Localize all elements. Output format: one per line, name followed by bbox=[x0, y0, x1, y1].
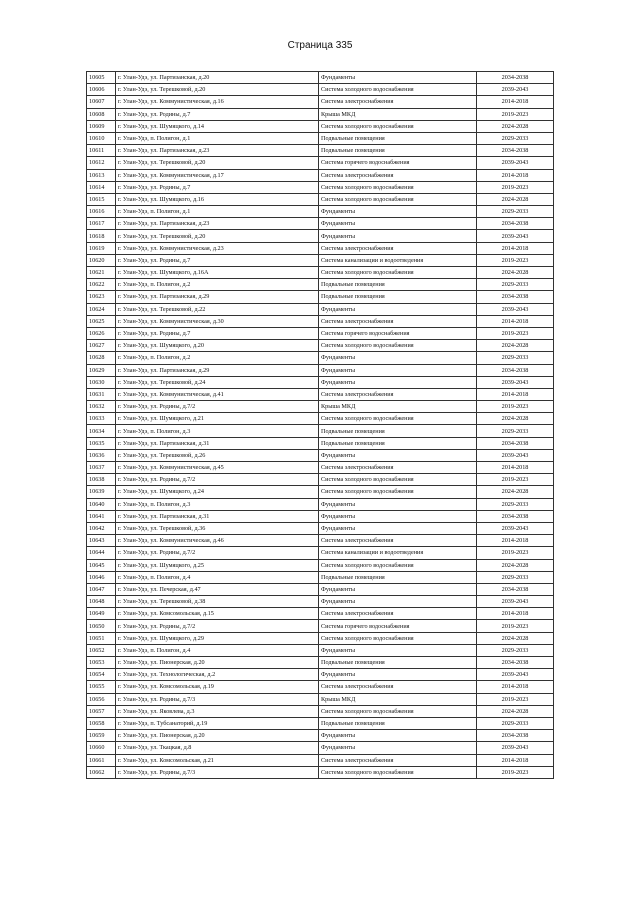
period-cell: 2019-2023 bbox=[477, 254, 554, 266]
row-number-cell: 10647 bbox=[87, 583, 116, 595]
period-cell: 2034-2038 bbox=[477, 291, 554, 303]
registry-table-body bbox=[87, 72, 554, 779]
table-row bbox=[87, 766, 554, 778]
table-row bbox=[87, 486, 554, 498]
table-row bbox=[87, 693, 554, 705]
address-cell: г. Улан-Удэ, ул. Родины, д.7 bbox=[116, 181, 319, 193]
period-cell: 2014-2018 bbox=[477, 608, 554, 620]
table-row bbox=[87, 620, 554, 632]
period-cell: 2039-2043 bbox=[477, 84, 554, 96]
work-type-cell: Система электроснабжения bbox=[319, 242, 477, 254]
row-number-cell: 10631 bbox=[87, 388, 116, 400]
address-cell: г. Улан-Удэ, ул. Родины, д.7 bbox=[116, 254, 319, 266]
work-type-cell: Фундаменты bbox=[319, 206, 477, 218]
work-type-cell: Подвальные помещения bbox=[319, 291, 477, 303]
work-type-cell: Система электроснабжения bbox=[319, 535, 477, 547]
row-number-cell: 10630 bbox=[87, 376, 116, 388]
table-row bbox=[87, 96, 554, 108]
table-row bbox=[87, 717, 554, 729]
period-cell: 2014-2018 bbox=[477, 681, 554, 693]
table-row bbox=[87, 669, 554, 681]
row-number-cell: 10612 bbox=[87, 157, 116, 169]
address-cell: г. Улан-Удэ, ул. Терешковой, д.22 bbox=[116, 303, 319, 315]
address-cell: г. Улан-Удэ, ул. Коммунистическая, д.23 bbox=[116, 242, 319, 254]
table-row bbox=[87, 462, 554, 474]
address-cell: г. Улан-Удэ, ул. Комсомольская, д.19 bbox=[116, 681, 319, 693]
period-cell: 2039-2043 bbox=[477, 376, 554, 388]
row-number-cell: 10650 bbox=[87, 620, 116, 632]
address-cell: г. Улан-Удэ, ул. Партизанская, д.23 bbox=[116, 145, 319, 157]
period-cell: 2039-2043 bbox=[477, 596, 554, 608]
work-type-cell: Система холодного водоснабжения bbox=[319, 766, 477, 778]
period-cell: 2029-2033 bbox=[477, 571, 554, 583]
row-number-cell: 10617 bbox=[87, 218, 116, 230]
period-cell: 2034-2038 bbox=[477, 72, 554, 84]
work-type-cell: Система электроснабжения bbox=[319, 754, 477, 766]
row-number-cell: 10661 bbox=[87, 754, 116, 766]
row-number-cell: 10636 bbox=[87, 449, 116, 461]
table-row bbox=[87, 535, 554, 547]
row-number-cell: 10635 bbox=[87, 437, 116, 449]
table-row bbox=[87, 510, 554, 522]
period-cell: 2034-2038 bbox=[477, 730, 554, 742]
period-cell: 2019-2023 bbox=[477, 620, 554, 632]
address-cell: г. Улан-Удэ, ул. Яковлева, д.3 bbox=[116, 705, 319, 717]
period-cell: 2024-2028 bbox=[477, 193, 554, 205]
address-cell: г. Улан-Удэ, п. Полигон, д.1 bbox=[116, 206, 319, 218]
row-number-cell: 10637 bbox=[87, 462, 116, 474]
address-cell: г. Улан-Удэ, ул. Родины, д.7 bbox=[116, 327, 319, 339]
work-type-cell: Подвальные помещения bbox=[319, 425, 477, 437]
row-number-cell: 10611 bbox=[87, 145, 116, 157]
work-type-cell: Система холодного водоснабжения bbox=[319, 267, 477, 279]
row-number-cell: 10610 bbox=[87, 132, 116, 144]
address-cell: г. Улан-Удэ, ул. Терешковой, д.36 bbox=[116, 522, 319, 534]
table-row bbox=[87, 267, 554, 279]
table-row bbox=[87, 315, 554, 327]
address-cell: г. Улан-Удэ, ул. Коммунистическая, д.16 bbox=[116, 96, 319, 108]
work-type-cell: Фундаменты bbox=[319, 742, 477, 754]
work-type-cell: Система холодного водоснабжения bbox=[319, 705, 477, 717]
work-type-cell: Фундаменты bbox=[319, 218, 477, 230]
period-cell: 2024-2028 bbox=[477, 413, 554, 425]
row-number-cell: 10623 bbox=[87, 291, 116, 303]
address-cell: г. Улан-Удэ, ул. Пионерская, д.20 bbox=[116, 730, 319, 742]
address-cell: г. Улан-Удэ, ул. Родины, д.7/3 bbox=[116, 766, 319, 778]
row-number-cell: 10607 bbox=[87, 96, 116, 108]
period-cell: 2039-2043 bbox=[477, 157, 554, 169]
work-type-cell: Фундаменты bbox=[319, 364, 477, 376]
page-header: Страница 335 bbox=[287, 40, 353, 51]
address-cell: г. Улан-Удэ, ул. Родины, д.7/2 bbox=[116, 474, 319, 486]
row-number-cell: 10633 bbox=[87, 413, 116, 425]
table-row bbox=[87, 681, 554, 693]
table-row bbox=[87, 437, 554, 449]
period-cell: 2024-2028 bbox=[477, 486, 554, 498]
address-cell: г. Улан-Удэ, п. Полигон, д.3 bbox=[116, 498, 319, 510]
address-cell: г. Улан-Удэ, ул. Родины, д.7/3 bbox=[116, 693, 319, 705]
work-type-cell: Фундаменты bbox=[319, 498, 477, 510]
period-cell: 2029-2033 bbox=[477, 352, 554, 364]
period-cell: 2029-2033 bbox=[477, 644, 554, 656]
address-cell: г. Улан-Удэ, п. Полигон, д.4 bbox=[116, 571, 319, 583]
period-cell: 2034-2038 bbox=[477, 218, 554, 230]
address-cell: г. Улан-Удэ, п. Полигон, д.3 bbox=[116, 425, 319, 437]
period-cell: 2014-2018 bbox=[477, 535, 554, 547]
period-cell: 2034-2038 bbox=[477, 364, 554, 376]
registry-table bbox=[86, 71, 554, 779]
table-row bbox=[87, 254, 554, 266]
address-cell: г. Улан-Удэ, ул. Партизанская, д.23 bbox=[116, 218, 319, 230]
address-cell: г. Улан-Удэ, ул. Пионерская, д.20 bbox=[116, 657, 319, 669]
period-cell: 2029-2033 bbox=[477, 132, 554, 144]
period-cell: 2014-2018 bbox=[477, 315, 554, 327]
table-row bbox=[87, 108, 554, 120]
address-cell: г. Улан-Удэ, ул. Партизанская, д.29 bbox=[116, 291, 319, 303]
row-number-cell: 10658 bbox=[87, 717, 116, 729]
table-row bbox=[87, 364, 554, 376]
period-cell: 2034-2038 bbox=[477, 583, 554, 595]
period-cell: 2039-2043 bbox=[477, 449, 554, 461]
row-number-cell: 10627 bbox=[87, 340, 116, 352]
work-type-cell: Система холодного водоснабжения bbox=[319, 193, 477, 205]
row-number-cell: 10651 bbox=[87, 632, 116, 644]
row-number-cell: 10644 bbox=[87, 547, 116, 559]
row-number-cell: 10632 bbox=[87, 401, 116, 413]
table-row bbox=[87, 206, 554, 218]
table-row bbox=[87, 754, 554, 766]
row-number-cell: 10640 bbox=[87, 498, 116, 510]
address-cell: г. Улан-Удэ, ул. Коммунистическая, д.45 bbox=[116, 462, 319, 474]
period-cell: 2019-2023 bbox=[477, 327, 554, 339]
work-type-cell: Система электроснабжения bbox=[319, 169, 477, 181]
work-type-cell: Фундаменты bbox=[319, 449, 477, 461]
work-type-cell: Система электроснабжения bbox=[319, 315, 477, 327]
work-type-cell: Система холодного водоснабжения bbox=[319, 181, 477, 193]
work-type-cell: Подвальные помещения bbox=[319, 717, 477, 729]
period-cell: 2014-2018 bbox=[477, 96, 554, 108]
address-cell: г. Улан-Удэ, п. Полигон, д.2 bbox=[116, 279, 319, 291]
address-cell: г. Улан-Удэ, ул. Шумяцкого, д.25 bbox=[116, 559, 319, 571]
address-cell: г. Улан-Удэ, п. Полигон, д.2 bbox=[116, 352, 319, 364]
table-row bbox=[87, 474, 554, 486]
table-row bbox=[87, 120, 554, 132]
work-type-cell: Система электроснабжения bbox=[319, 388, 477, 400]
period-cell: 2034-2038 bbox=[477, 657, 554, 669]
address-cell: г. Улан-Удэ, ул. Комсомольская, д.15 bbox=[116, 608, 319, 620]
address-cell: г. Улан-Удэ, ул. Печерская, д.47 bbox=[116, 583, 319, 595]
period-cell: 2029-2033 bbox=[477, 425, 554, 437]
row-number-cell: 10621 bbox=[87, 267, 116, 279]
address-cell: г. Улан-Удэ, ул. Терешковой, д.26 bbox=[116, 449, 319, 461]
row-number-cell: 10643 bbox=[87, 535, 116, 547]
work-type-cell: Фундаменты bbox=[319, 644, 477, 656]
work-type-cell: Система холодного водоснабжения bbox=[319, 559, 477, 571]
work-type-cell: Система горячего водоснабжения bbox=[319, 157, 477, 169]
table-row bbox=[87, 449, 554, 461]
work-type-cell: Фундаменты bbox=[319, 376, 477, 388]
period-cell: 2029-2033 bbox=[477, 206, 554, 218]
address-cell: г. Улан-Удэ, ул. Коммунистическая, д.17 bbox=[116, 169, 319, 181]
row-number-cell: 10613 bbox=[87, 169, 116, 181]
address-cell: г. Улан-Удэ, ул. Родины, д.7/2 bbox=[116, 401, 319, 413]
address-cell: г. Улан-Удэ, ул. Шумяцкого, д.14 bbox=[116, 120, 319, 132]
period-cell: 2014-2018 bbox=[477, 388, 554, 400]
period-cell: 2024-2028 bbox=[477, 267, 554, 279]
table-row bbox=[87, 376, 554, 388]
work-type-cell: Фундаменты bbox=[319, 303, 477, 315]
table-row bbox=[87, 327, 554, 339]
table-row bbox=[87, 340, 554, 352]
address-cell: г. Улан-Удэ, п. Полигон, д.1 bbox=[116, 132, 319, 144]
table-row bbox=[87, 742, 554, 754]
table-row bbox=[87, 72, 554, 84]
period-cell: 2014-2018 bbox=[477, 754, 554, 766]
row-number-cell: 10609 bbox=[87, 120, 116, 132]
row-number-cell: 10622 bbox=[87, 279, 116, 291]
period-cell: 2034-2038 bbox=[477, 145, 554, 157]
row-number-cell: 10628 bbox=[87, 352, 116, 364]
row-number-cell: 10629 bbox=[87, 364, 116, 376]
work-type-cell: Фундаменты bbox=[319, 596, 477, 608]
row-number-cell: 10639 bbox=[87, 486, 116, 498]
table-row bbox=[87, 498, 554, 510]
address-cell: г. Улан-Удэ, ул. Родины, д.7 bbox=[116, 108, 319, 120]
period-cell: 2019-2023 bbox=[477, 547, 554, 559]
work-type-cell: Система холодного водоснабжения bbox=[319, 340, 477, 352]
table-row bbox=[87, 132, 554, 144]
table-row bbox=[87, 632, 554, 644]
table-row bbox=[87, 413, 554, 425]
work-type-cell: Система канализации и водоотведения bbox=[319, 254, 477, 266]
work-type-cell: Фундаменты bbox=[319, 669, 477, 681]
address-cell: г. Улан-Удэ, ул. Терешковой, д.20 bbox=[116, 84, 319, 96]
table-row bbox=[87, 242, 554, 254]
period-cell: 2029-2033 bbox=[477, 279, 554, 291]
work-type-cell: Система холодного водоснабжения bbox=[319, 486, 477, 498]
row-number-cell: 10605 bbox=[87, 72, 116, 84]
table-row bbox=[87, 84, 554, 96]
address-cell: г. Улан-Удэ, ул. Терешковой, д.20 bbox=[116, 230, 319, 242]
address-cell: г. Улан-Удэ, ул. Коммунистическая, д.30 bbox=[116, 315, 319, 327]
table-row bbox=[87, 181, 554, 193]
table-row bbox=[87, 157, 554, 169]
table-row bbox=[87, 291, 554, 303]
address-cell: г. Улан-Удэ, ул. Партизанская, д.31 bbox=[116, 437, 319, 449]
period-cell: 2024-2028 bbox=[477, 120, 554, 132]
period-cell: 2014-2018 bbox=[477, 462, 554, 474]
table-row bbox=[87, 596, 554, 608]
table-row bbox=[87, 303, 554, 315]
work-type-cell: Система канализации и водоотведения bbox=[319, 547, 477, 559]
address-cell: г. Улан-Удэ, ул. Шумяцкого, д.24 bbox=[116, 486, 319, 498]
row-number-cell: 10608 bbox=[87, 108, 116, 120]
period-cell: 2024-2028 bbox=[477, 340, 554, 352]
period-cell: 2039-2043 bbox=[477, 742, 554, 754]
period-cell: 2039-2043 bbox=[477, 303, 554, 315]
table-row bbox=[87, 657, 554, 669]
address-cell: г. Улан-Удэ, ул. Терешковой, д.20 bbox=[116, 157, 319, 169]
address-cell: г. Улан-Удэ, ул. Родины, д.7/2 bbox=[116, 547, 319, 559]
table-row bbox=[87, 644, 554, 656]
period-cell: 2039-2043 bbox=[477, 522, 554, 534]
work-type-cell: Система холодного водоснабжения bbox=[319, 474, 477, 486]
address-cell: г. Улан-Удэ, ул. Партизанская, д.20 bbox=[116, 72, 319, 84]
row-number-cell: 10619 bbox=[87, 242, 116, 254]
row-number-cell: 10616 bbox=[87, 206, 116, 218]
period-cell: 2019-2023 bbox=[477, 474, 554, 486]
period-cell: 2019-2023 bbox=[477, 181, 554, 193]
address-cell: г. Улан-Удэ, ул. Шумяцкого, д.20 bbox=[116, 340, 319, 352]
period-cell: 2024-2028 bbox=[477, 705, 554, 717]
period-cell: 2034-2038 bbox=[477, 437, 554, 449]
work-type-cell: Крыша МКД bbox=[319, 108, 477, 120]
address-cell: г. Улан-Удэ, ул. Партизанская, д.29 bbox=[116, 364, 319, 376]
table-row bbox=[87, 230, 554, 242]
period-cell: 2019-2023 bbox=[477, 401, 554, 413]
row-number-cell: 10618 bbox=[87, 230, 116, 242]
table-row bbox=[87, 279, 554, 291]
row-number-cell: 10625 bbox=[87, 315, 116, 327]
work-type-cell: Система холодного водоснабжения bbox=[319, 413, 477, 425]
row-number-cell: 10649 bbox=[87, 608, 116, 620]
work-type-cell: Система электроснабжения bbox=[319, 96, 477, 108]
address-cell: г. Улан-Удэ, ул. Коммунистическая, д.46 bbox=[116, 535, 319, 547]
row-number-cell: 10662 bbox=[87, 766, 116, 778]
work-type-cell: Подвальные помещения bbox=[319, 437, 477, 449]
row-number-cell: 10642 bbox=[87, 522, 116, 534]
period-cell: 2034-2038 bbox=[477, 510, 554, 522]
address-cell: г. Улан-Удэ, ул. Технологическая, д.2 bbox=[116, 669, 319, 681]
table-row bbox=[87, 730, 554, 742]
work-type-cell: Подвальные помещения bbox=[319, 132, 477, 144]
address-cell: г. Улан-Удэ, ул. Шумяцкого, д.16 bbox=[116, 193, 319, 205]
period-cell: 2029-2033 bbox=[477, 498, 554, 510]
row-number-cell: 10652 bbox=[87, 644, 116, 656]
row-number-cell: 10659 bbox=[87, 730, 116, 742]
work-type-cell: Фундаменты bbox=[319, 72, 477, 84]
work-type-cell: Система горячего водоснабжения bbox=[319, 620, 477, 632]
address-cell: г. Улан-Удэ, ул. Коммунистическая, д.41 bbox=[116, 388, 319, 400]
work-type-cell: Подвальные помещения bbox=[319, 571, 477, 583]
work-type-cell: Фундаменты bbox=[319, 730, 477, 742]
row-number-cell: 10656 bbox=[87, 693, 116, 705]
table-row bbox=[87, 352, 554, 364]
period-cell: 2019-2023 bbox=[477, 108, 554, 120]
work-type-cell: Крыша МКД bbox=[319, 693, 477, 705]
period-cell: 2039-2043 bbox=[477, 669, 554, 681]
table-row bbox=[87, 705, 554, 717]
row-number-cell: 10653 bbox=[87, 657, 116, 669]
work-type-cell: Крыша МКД bbox=[319, 401, 477, 413]
table-row bbox=[87, 401, 554, 413]
row-number-cell: 10657 bbox=[87, 705, 116, 717]
table-row bbox=[87, 425, 554, 437]
row-number-cell: 10606 bbox=[87, 84, 116, 96]
period-cell: 2019-2023 bbox=[477, 693, 554, 705]
table-row bbox=[87, 559, 554, 571]
period-cell: 2019-2023 bbox=[477, 766, 554, 778]
work-type-cell: Подвальные помещения bbox=[319, 279, 477, 291]
address-cell: г. Улан-Удэ, ул. Терешковой, д.38 bbox=[116, 596, 319, 608]
address-cell: г. Улан-Удэ, ул. Шумяцкого, д.16А bbox=[116, 267, 319, 279]
period-cell: 2014-2018 bbox=[477, 242, 554, 254]
work-type-cell: Фундаменты bbox=[319, 510, 477, 522]
row-number-cell: 10654 bbox=[87, 669, 116, 681]
table-row bbox=[87, 522, 554, 534]
work-type-cell: Система холодного водоснабжения bbox=[319, 84, 477, 96]
address-cell: г. Улан-Удэ, ул. Терешковой, д.24 bbox=[116, 376, 319, 388]
table-row bbox=[87, 547, 554, 559]
address-cell: г. Улан-Удэ, ул. Родины, д.7/2 bbox=[116, 620, 319, 632]
row-number-cell: 10645 bbox=[87, 559, 116, 571]
work-type-cell: Фундаменты bbox=[319, 522, 477, 534]
work-type-cell: Фундаменты bbox=[319, 583, 477, 595]
address-cell: г. Улан-Удэ, ул. Комсомольская, д.21 bbox=[116, 754, 319, 766]
row-number-cell: 10626 bbox=[87, 327, 116, 339]
period-cell: 2024-2028 bbox=[477, 559, 554, 571]
table-row bbox=[87, 218, 554, 230]
work-type-cell: Система холодного водоснабжения bbox=[319, 120, 477, 132]
table-row bbox=[87, 571, 554, 583]
address-cell: г. Улан-Удэ, ул. Ткацкая, д.8 bbox=[116, 742, 319, 754]
address-cell: г. Улан-Удэ, п. Тубсанаторий, д.19 bbox=[116, 717, 319, 729]
row-number-cell: 10646 bbox=[87, 571, 116, 583]
row-number-cell: 10655 bbox=[87, 681, 116, 693]
row-number-cell: 10620 bbox=[87, 254, 116, 266]
address-cell: г. Улан-Удэ, п. Полигон, д.4 bbox=[116, 644, 319, 656]
work-type-cell: Система электроснабжения bbox=[319, 681, 477, 693]
row-number-cell: 10638 bbox=[87, 474, 116, 486]
period-cell: 2024-2028 bbox=[477, 632, 554, 644]
row-number-cell: 10615 bbox=[87, 193, 116, 205]
row-number-cell: 10648 bbox=[87, 596, 116, 608]
address-cell: г. Улан-Удэ, ул. Шумяцкого, д.21 bbox=[116, 413, 319, 425]
work-type-cell: Система электроснабжения bbox=[319, 608, 477, 620]
period-cell: 2039-2043 bbox=[477, 230, 554, 242]
row-number-cell: 10614 bbox=[87, 181, 116, 193]
table-row bbox=[87, 608, 554, 620]
period-cell: 2029-2033 bbox=[477, 717, 554, 729]
table-row bbox=[87, 583, 554, 595]
work-type-cell: Фундаменты bbox=[319, 352, 477, 364]
row-number-cell: 10641 bbox=[87, 510, 116, 522]
address-cell: г. Улан-Удэ, ул. Партизанская, д.31 bbox=[116, 510, 319, 522]
work-type-cell: Система холодного водоснабжения bbox=[319, 632, 477, 644]
work-type-cell: Система горячего водоснабжения bbox=[319, 327, 477, 339]
work-type-cell: Фундаменты bbox=[319, 230, 477, 242]
table-row bbox=[87, 193, 554, 205]
address-cell: г. Улан-Удэ, ул. Шумяцкого, д.29 bbox=[116, 632, 319, 644]
row-number-cell: 10624 bbox=[87, 303, 116, 315]
work-type-cell: Подвальные помещения bbox=[319, 145, 477, 157]
table-row bbox=[87, 145, 554, 157]
table-row bbox=[87, 169, 554, 181]
period-cell: 2014-2018 bbox=[477, 169, 554, 181]
work-type-cell: Подвальные помещения bbox=[319, 657, 477, 669]
row-number-cell: 10634 bbox=[87, 425, 116, 437]
work-type-cell: Система электроснабжения bbox=[319, 462, 477, 474]
table-row bbox=[87, 388, 554, 400]
row-number-cell: 10660 bbox=[87, 742, 116, 754]
